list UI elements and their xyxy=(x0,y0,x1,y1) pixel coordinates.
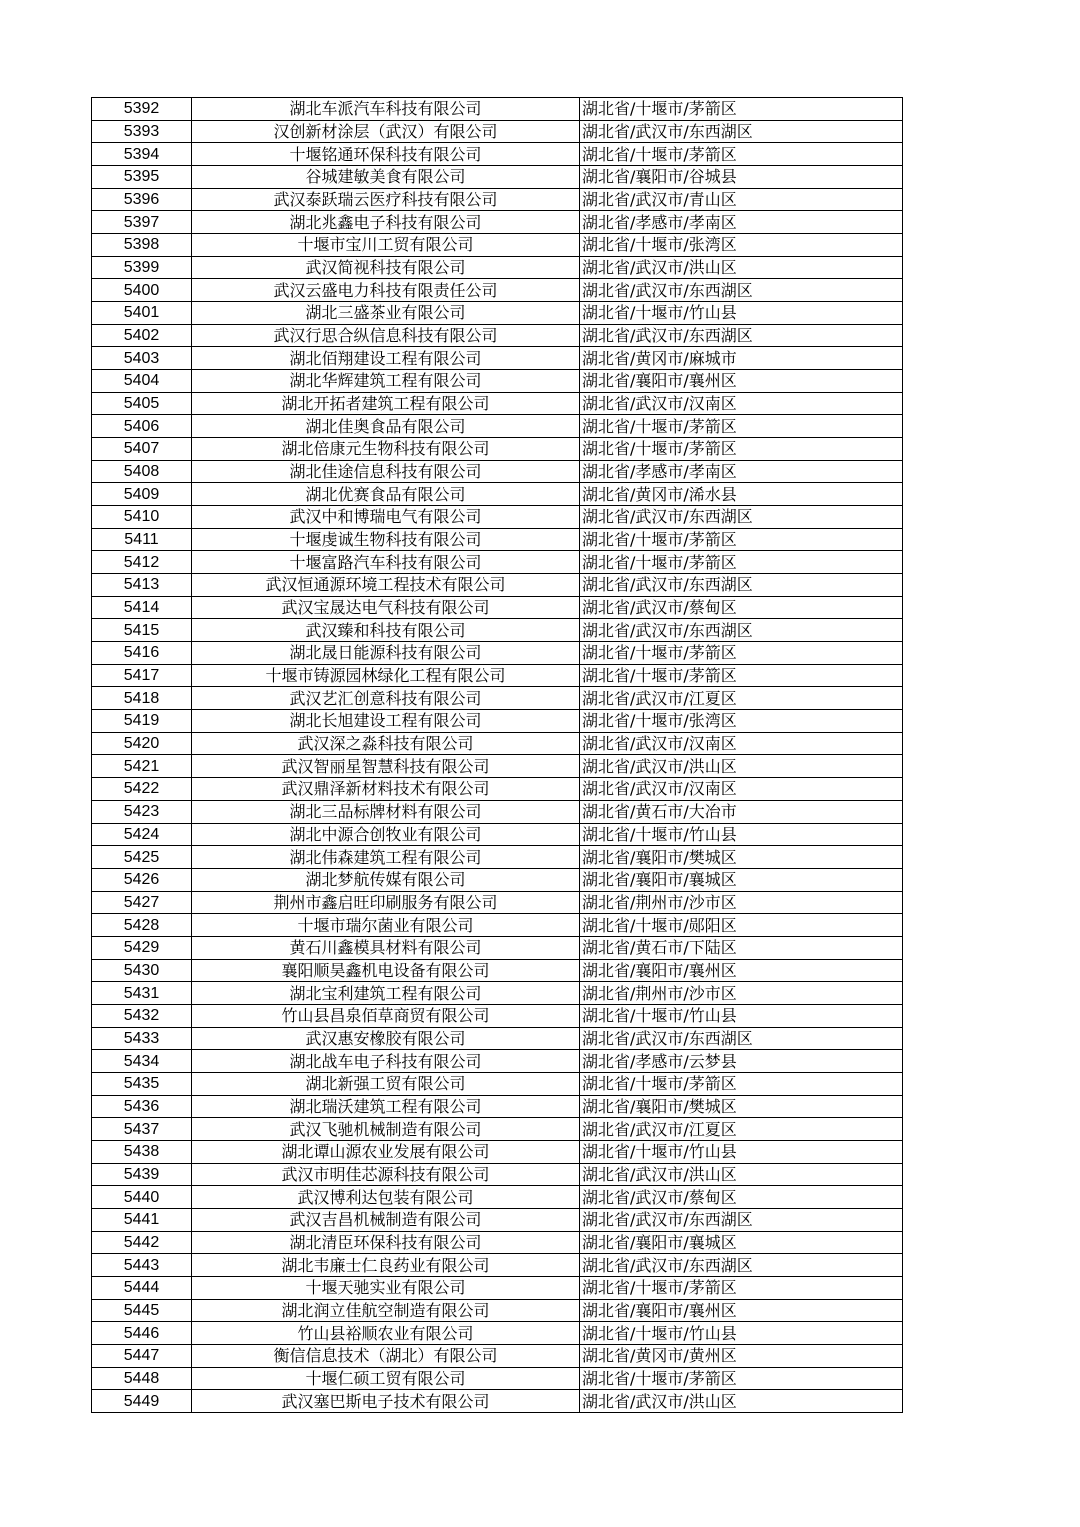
company-name-cell: 武汉宝晟达电气科技有限公司 xyxy=(192,596,580,619)
row-id-cell: 5426 xyxy=(92,868,192,891)
location-cell: 湖北省/十堰市/茅箭区 xyxy=(580,1276,903,1299)
table-row xyxy=(92,302,903,325)
table-row xyxy=(92,1163,903,1186)
location-cell: 湖北省/武汉市/洪山区 xyxy=(580,256,903,279)
location-cell: 湖北省/黄冈市/麻城市 xyxy=(580,347,903,370)
table-row xyxy=(92,143,903,166)
company-name-cell: 武汉市明佳芯源科技有限公司 xyxy=(192,1163,580,1186)
table-row xyxy=(92,1208,903,1231)
company-name-cell: 黄石川鑫模具材料有限公司 xyxy=(192,936,580,959)
row-id-cell: 5422 xyxy=(92,778,192,801)
location-cell: 湖北省/襄阳市/襄州区 xyxy=(580,959,903,982)
row-id-cell: 5411 xyxy=(92,528,192,551)
company-name-cell: 十堰富路汽车科技有限公司 xyxy=(192,551,580,574)
location-cell: 湖北省/武汉市/东西湖区 xyxy=(580,1208,903,1231)
table-row xyxy=(92,370,903,393)
row-id-cell: 5441 xyxy=(92,1208,192,1231)
table-row xyxy=(92,936,903,959)
row-id-cell: 5413 xyxy=(92,574,192,597)
location-cell: 湖北省/襄阳市/樊城区 xyxy=(580,846,903,869)
location-cell: 湖北省/武汉市/青山区 xyxy=(580,188,903,211)
company-name-cell: 湖北兆鑫电子科技有限公司 xyxy=(192,211,580,234)
row-id-cell: 5406 xyxy=(92,415,192,438)
table-row xyxy=(92,846,903,869)
location-cell: 湖北省/武汉市/蔡甸区 xyxy=(580,596,903,619)
table-row xyxy=(92,642,903,665)
company-name-cell: 十堰市铸源园林绿化工程有限公司 xyxy=(192,664,580,687)
company-name-cell: 武汉塞巴斯电子技术有限公司 xyxy=(192,1390,580,1413)
location-cell: 湖北省/十堰市/茅箭区 xyxy=(580,143,903,166)
location-cell: 湖北省/十堰市/茅箭区 xyxy=(580,415,903,438)
table-row xyxy=(92,778,903,801)
company-name-cell: 汉创新材涂层（武汉）有限公司 xyxy=(192,120,580,143)
company-name-cell: 湖北华辉建筑工程有限公司 xyxy=(192,370,580,393)
table-row xyxy=(92,891,903,914)
location-cell: 湖北省/十堰市/竹山县 xyxy=(580,1322,903,1345)
location-cell: 湖北省/十堰市/张湾区 xyxy=(580,234,903,257)
company-name-cell: 武汉中和博瑞电气有限公司 xyxy=(192,506,580,529)
table-row xyxy=(92,914,903,937)
location-cell: 湖北省/十堰市/竹山县 xyxy=(580,1140,903,1163)
location-cell: 湖北省/黄冈市/浠水县 xyxy=(580,483,903,506)
location-cell: 湖北省/十堰市/茅箭区 xyxy=(580,528,903,551)
company-name-cell: 湖北倍康元生物科技有限公司 xyxy=(192,438,580,461)
row-id-cell: 5400 xyxy=(92,279,192,302)
company-name-cell: 武汉艺汇创意科技有限公司 xyxy=(192,687,580,710)
table-row xyxy=(92,1344,903,1367)
row-id-cell: 5395 xyxy=(92,166,192,189)
company-name-cell: 十堰市宝川工贸有限公司 xyxy=(192,234,580,257)
row-id-cell: 5403 xyxy=(92,347,192,370)
company-name-cell: 武汉博利达包装有限公司 xyxy=(192,1186,580,1209)
location-cell: 湖北省/十堰市/茅箭区 xyxy=(580,1072,903,1095)
location-cell: 湖北省/襄阳市/襄州区 xyxy=(580,1299,903,1322)
table-row xyxy=(92,619,903,642)
row-id-cell: 5443 xyxy=(92,1254,192,1277)
company-name-cell: 湖北润立佳航空制造有限公司 xyxy=(192,1299,580,1322)
table-row xyxy=(92,256,903,279)
location-cell: 湖北省/襄阳市/襄州区 xyxy=(580,370,903,393)
location-cell: 湖北省/孝感市/孝南区 xyxy=(580,211,903,234)
company-name-cell: 湖北谭山源农业发展有限公司 xyxy=(192,1140,580,1163)
table-row xyxy=(92,483,903,506)
table-row xyxy=(92,120,903,143)
row-id-cell: 5445 xyxy=(92,1299,192,1322)
row-id-cell: 5423 xyxy=(92,800,192,823)
location-cell: 湖北省/武汉市/洪山区 xyxy=(580,1390,903,1413)
row-id-cell: 5392 xyxy=(92,98,192,121)
company-name-cell: 武汉智丽星智慧科技有限公司 xyxy=(192,755,580,778)
table-row xyxy=(92,1140,903,1163)
table-row xyxy=(92,868,903,891)
table-row xyxy=(92,1390,903,1413)
company-name-cell: 湖北韦廉士仁良药业有限公司 xyxy=(192,1254,580,1277)
location-cell: 湖北省/武汉市/东西湖区 xyxy=(580,619,903,642)
location-cell: 湖北省/黄石市/大冶市 xyxy=(580,800,903,823)
row-id-cell: 5432 xyxy=(92,1004,192,1027)
row-id-cell: 5412 xyxy=(92,551,192,574)
location-cell: 湖北省/荆州市/沙市区 xyxy=(580,891,903,914)
table-row xyxy=(92,1231,903,1254)
table-row xyxy=(92,1254,903,1277)
location-cell: 湖北省/孝感市/云梦县 xyxy=(580,1050,903,1073)
company-name-cell: 十堰虔诚生物科技有限公司 xyxy=(192,528,580,551)
table-row xyxy=(92,1276,903,1299)
location-cell: 湖北省/襄阳市/樊城区 xyxy=(580,1095,903,1118)
location-cell: 湖北省/十堰市/茅箭区 xyxy=(580,1367,903,1390)
row-id-cell: 5436 xyxy=(92,1095,192,1118)
row-id-cell: 5401 xyxy=(92,302,192,325)
company-name-cell: 十堰天驰实业有限公司 xyxy=(192,1276,580,1299)
table-row xyxy=(92,1004,903,1027)
table-row xyxy=(92,664,903,687)
location-cell: 湖北省/武汉市/洪山区 xyxy=(580,1163,903,1186)
row-id-cell: 5414 xyxy=(92,596,192,619)
table-row xyxy=(92,551,903,574)
table-row xyxy=(92,959,903,982)
row-id-cell: 5408 xyxy=(92,460,192,483)
table-row xyxy=(92,324,903,347)
company-name-cell: 湖北开拓者建筑工程有限公司 xyxy=(192,392,580,415)
company-name-cell: 湖北清臣环保科技有限公司 xyxy=(192,1231,580,1254)
table-row xyxy=(92,982,903,1005)
location-cell: 湖北省/十堰市/竹山县 xyxy=(580,823,903,846)
company-table xyxy=(91,97,903,1413)
row-id-cell: 5421 xyxy=(92,755,192,778)
row-id-cell: 5440 xyxy=(92,1186,192,1209)
row-id-cell: 5434 xyxy=(92,1050,192,1073)
table-row xyxy=(92,211,903,234)
table-row xyxy=(92,528,903,551)
company-name-cell: 谷城建敏美食有限公司 xyxy=(192,166,580,189)
table-row xyxy=(92,166,903,189)
company-name-cell: 武汉泰跃瑞云医疗科技有限公司 xyxy=(192,188,580,211)
table-row xyxy=(92,347,903,370)
table-row xyxy=(92,755,903,778)
company-name-cell: 武汉云盛电力科技有限责任公司 xyxy=(192,279,580,302)
row-id-cell: 5393 xyxy=(92,120,192,143)
table-row xyxy=(92,392,903,415)
location-cell: 湖北省/荆州市/沙市区 xyxy=(580,982,903,1005)
table-row xyxy=(92,1072,903,1095)
company-name-cell: 武汉臻和科技有限公司 xyxy=(192,619,580,642)
row-id-cell: 5433 xyxy=(92,1027,192,1050)
location-cell: 湖北省/武汉市/东西湖区 xyxy=(580,1254,903,1277)
location-cell: 湖北省/十堰市/茅箭区 xyxy=(580,551,903,574)
row-id-cell: 5425 xyxy=(92,846,192,869)
table-row xyxy=(92,1367,903,1390)
company-name-cell: 湖北晟日能源科技有限公司 xyxy=(192,642,580,665)
table-row xyxy=(92,732,903,755)
location-cell: 湖北省/武汉市/洪山区 xyxy=(580,755,903,778)
company-name-cell: 荆州市鑫启旺印刷服务有限公司 xyxy=(192,891,580,914)
row-id-cell: 5437 xyxy=(92,1118,192,1141)
row-id-cell: 5396 xyxy=(92,188,192,211)
location-cell: 湖北省/十堰市/茅箭区 xyxy=(580,98,903,121)
row-id-cell: 5430 xyxy=(92,959,192,982)
row-id-cell: 5415 xyxy=(92,619,192,642)
table-row xyxy=(92,1299,903,1322)
company-name-cell: 武汉鼎泽新材料技术有限公司 xyxy=(192,778,580,801)
company-name-cell: 竹山县昌泉佰草商贸有限公司 xyxy=(192,1004,580,1027)
table-row xyxy=(92,1050,903,1073)
row-id-cell: 5448 xyxy=(92,1367,192,1390)
row-id-cell: 5424 xyxy=(92,823,192,846)
location-cell: 湖北省/十堰市/茅箭区 xyxy=(580,438,903,461)
row-id-cell: 5398 xyxy=(92,234,192,257)
company-name-cell: 湖北优赛食品有限公司 xyxy=(192,483,580,506)
company-name-cell: 湖北宝利建筑工程有限公司 xyxy=(192,982,580,1005)
table-row xyxy=(92,596,903,619)
company-table-body xyxy=(92,98,903,1413)
row-id-cell: 5405 xyxy=(92,392,192,415)
location-cell: 湖北省/武汉市/东西湖区 xyxy=(580,506,903,529)
location-cell: 湖北省/襄阳市/襄城区 xyxy=(580,868,903,891)
company-name-cell: 十堰铭通环保科技有限公司 xyxy=(192,143,580,166)
location-cell: 湖北省/黄石市/下陆区 xyxy=(580,936,903,959)
company-name-cell: 湖北中源合创牧业有限公司 xyxy=(192,823,580,846)
row-id-cell: 5410 xyxy=(92,506,192,529)
table-row xyxy=(92,1027,903,1050)
company-name-cell: 湖北三品标牌材料有限公司 xyxy=(192,800,580,823)
location-cell: 湖北省/武汉市/东西湖区 xyxy=(580,574,903,597)
company-name-cell: 湖北车派汽车科技有限公司 xyxy=(192,98,580,121)
table-row xyxy=(92,823,903,846)
company-name-cell: 武汉飞驰机械制造有限公司 xyxy=(192,1118,580,1141)
row-id-cell: 5417 xyxy=(92,664,192,687)
row-id-cell: 5402 xyxy=(92,324,192,347)
company-name-cell: 湖北梦航传媒有限公司 xyxy=(192,868,580,891)
row-id-cell: 5438 xyxy=(92,1140,192,1163)
company-name-cell: 衡信信息技术（湖北）有限公司 xyxy=(192,1344,580,1367)
table-row xyxy=(92,279,903,302)
location-cell: 湖北省/武汉市/东西湖区 xyxy=(580,1027,903,1050)
company-name-cell: 湖北战车电子科技有限公司 xyxy=(192,1050,580,1073)
row-id-cell: 5416 xyxy=(92,642,192,665)
table-row xyxy=(92,1186,903,1209)
table-row xyxy=(92,687,903,710)
row-id-cell: 5444 xyxy=(92,1276,192,1299)
company-name-cell: 竹山县裕顺农业有限公司 xyxy=(192,1322,580,1345)
company-name-cell: 武汉深之淼科技有限公司 xyxy=(192,732,580,755)
row-id-cell: 5449 xyxy=(92,1390,192,1413)
row-id-cell: 5404 xyxy=(92,370,192,393)
table-row xyxy=(92,460,903,483)
table-row xyxy=(92,98,903,121)
location-cell: 湖北省/武汉市/汉南区 xyxy=(580,392,903,415)
table-row xyxy=(92,415,903,438)
location-cell: 湖北省/武汉市/东西湖区 xyxy=(580,279,903,302)
row-id-cell: 5394 xyxy=(92,143,192,166)
location-cell: 湖北省/武汉市/江夏区 xyxy=(580,1118,903,1141)
location-cell: 湖北省/武汉市/江夏区 xyxy=(580,687,903,710)
table-row xyxy=(92,1095,903,1118)
row-id-cell: 5418 xyxy=(92,687,192,710)
company-name-cell: 武汉恒通源环境工程技术有限公司 xyxy=(192,574,580,597)
location-cell: 湖北省/襄阳市/谷城县 xyxy=(580,166,903,189)
company-name-cell: 武汉惠安橡胶有限公司 xyxy=(192,1027,580,1050)
table-row xyxy=(92,188,903,211)
location-cell: 湖北省/武汉市/汉南区 xyxy=(580,778,903,801)
table-row xyxy=(92,1118,903,1141)
location-cell: 湖北省/武汉市/汉南区 xyxy=(580,732,903,755)
table-row xyxy=(92,710,903,733)
row-id-cell: 5439 xyxy=(92,1163,192,1186)
row-id-cell: 5431 xyxy=(92,982,192,1005)
table-row xyxy=(92,438,903,461)
row-id-cell: 5429 xyxy=(92,936,192,959)
row-id-cell: 5442 xyxy=(92,1231,192,1254)
company-name-cell: 湖北佰翔建设工程有限公司 xyxy=(192,347,580,370)
row-id-cell: 5435 xyxy=(92,1072,192,1095)
location-cell: 湖北省/襄阳市/襄城区 xyxy=(580,1231,903,1254)
table-row xyxy=(92,506,903,529)
location-cell: 湖北省/武汉市/东西湖区 xyxy=(580,120,903,143)
company-name-cell: 湖北新强工贸有限公司 xyxy=(192,1072,580,1095)
table-row xyxy=(92,1322,903,1345)
location-cell: 湖北省/十堰市/竹山县 xyxy=(580,302,903,325)
location-cell: 湖北省/孝感市/孝南区 xyxy=(580,460,903,483)
location-cell: 湖北省/黄冈市/黄州区 xyxy=(580,1344,903,1367)
company-name-cell: 湖北佳途信息科技有限公司 xyxy=(192,460,580,483)
location-cell: 湖北省/十堰市/竹山县 xyxy=(580,1004,903,1027)
location-cell: 湖北省/武汉市/东西湖区 xyxy=(580,324,903,347)
location-cell: 湖北省/武汉市/蔡甸区 xyxy=(580,1186,903,1209)
location-cell: 湖北省/十堰市/茅箭区 xyxy=(580,642,903,665)
table-row xyxy=(92,800,903,823)
location-cell: 湖北省/十堰市/郧阳区 xyxy=(580,914,903,937)
row-id-cell: 5427 xyxy=(92,891,192,914)
row-id-cell: 5419 xyxy=(92,710,192,733)
company-name-cell: 武汉吉昌机械制造有限公司 xyxy=(192,1208,580,1231)
row-id-cell: 5446 xyxy=(92,1322,192,1345)
company-name-cell: 湖北伟森建筑工程有限公司 xyxy=(192,846,580,869)
table-row xyxy=(92,234,903,257)
company-name-cell: 武汉简视科技有限公司 xyxy=(192,256,580,279)
row-id-cell: 5407 xyxy=(92,438,192,461)
table-row xyxy=(92,574,903,597)
company-name-cell: 湖北佳奥食品有限公司 xyxy=(192,415,580,438)
row-id-cell: 5447 xyxy=(92,1344,192,1367)
company-name-cell: 武汉行思合纵信息科技有限公司 xyxy=(192,324,580,347)
company-name-cell: 十堰市瑞尔菌业有限公司 xyxy=(192,914,580,937)
row-id-cell: 5409 xyxy=(92,483,192,506)
company-name-cell: 十堰仁硕工贸有限公司 xyxy=(192,1367,580,1390)
company-name-cell: 襄阳顺昊鑫机电设备有限公司 xyxy=(192,959,580,982)
location-cell: 湖北省/十堰市/张湾区 xyxy=(580,710,903,733)
row-id-cell: 5397 xyxy=(92,211,192,234)
row-id-cell: 5399 xyxy=(92,256,192,279)
location-cell: 湖北省/十堰市/茅箭区 xyxy=(580,664,903,687)
row-id-cell: 5420 xyxy=(92,732,192,755)
row-id-cell: 5428 xyxy=(92,914,192,937)
company-name-cell: 湖北长旭建设工程有限公司 xyxy=(192,710,580,733)
company-name-cell: 湖北三盛茶业有限公司 xyxy=(192,302,580,325)
company-name-cell: 湖北瑞沃建筑工程有限公司 xyxy=(192,1095,580,1118)
